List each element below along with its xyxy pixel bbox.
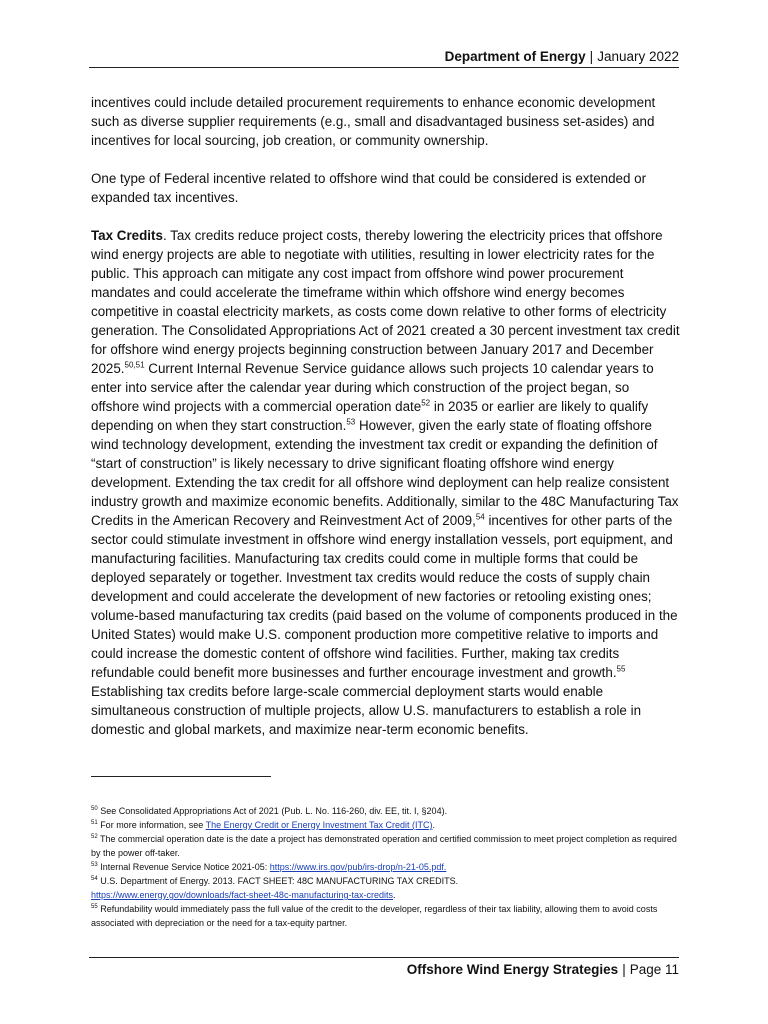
page-number: Page 11 — [629, 962, 679, 977]
footnote-number: 50 — [91, 806, 98, 812]
irs-notice-link[interactable]: https://www.irs.gov/pub/irs-drop/n-21-05.pdf. — [269, 862, 447, 872]
footnote-ref-52[interactable]: 52 — [421, 398, 431, 408]
footnote-51 — [91, 818, 681, 832]
footer-separator: | — [622, 962, 626, 977]
header-org: Department of Energy — [444, 49, 586, 64]
footnote-53 — [91, 860, 681, 874]
footnote-text: Refundability would immediately pass the full value of the credit to the developer, regardless of their tax liability, allowing them to avoid costs associated with depreciation or the need for a tax-equity partner. — [91, 904, 658, 928]
footnote-50 — [91, 804, 681, 818]
tax-credits-text-3: in 2035 or earlier are likely to qualify depending on when they start construction. — [91, 399, 649, 433]
footnote-divider — [91, 776, 271, 777]
tax-credits-text-5: incentives for other parts of the sector could stimulate investment in offshore wind energy installation vessels, port equipment, and manufacturing facilities. Manufacturing tax credits could come in multiple forms that could be deployed separately or together. Investment tax credits would reduce the costs of supply chain development and could accelerate the development of new factories or retooling existing ones; volume-based manufacturing tax credits (paid based on the volume of components produced in the United States) would make U.S. component production more competitive relative to imports and could increase the domestic content of offshore wind facilities. Further, making tax credits refundable could benefit more businesses and further encourage investment and growth. — [91, 513, 678, 680]
footnote-text: The commercial operation date is the date a project has demonstrated operation and certified commission to meet project completion as required by the power off-taker. — [91, 834, 677, 858]
page-footer — [89, 957, 679, 979]
itc-link[interactable]: The Energy Credit or Energy Investment Tax Credit (ITC) — [205, 820, 433, 830]
tax-credits-text-4: However, given the early state of floating offshore wind technology development, extending the investment tax credit or expanding the definition of “start of construction” is likely necessary to drive significant floating offshore wind energy development. Extending the tax credit for all offshore wind deployment can help realize consistent industry growth and maximize economic benefits. Additionally, similar to the 48C Manufacturing Tax Credits in the American Recovery and Reinvestment Act of 2009, — [91, 418, 679, 528]
tax-credits-text-2: Current Internal Revenue Service guidance allows such projects 10 calendar years to enter into service after the calendar year during which construction of the project began, so offshore wind projects with a commercial operation date — [91, 361, 654, 414]
paragraph-1: incentives could include detailed procurement requirements to enhance economic development such as diverse supplier requirements (e.g., small and disadvantaged business set-asides) and incentives for local sourcing, job creation, or community ownership. — [91, 95, 656, 148]
footnote-55 — [91, 902, 681, 930]
footnote-text-end: . — [432, 820, 436, 830]
footnote-number: 55 — [91, 904, 98, 910]
footnote-number: 54 — [91, 876, 98, 882]
paragraph-2: One type of Federal incentive related to offshore wind that could be considered is extended or expanded tax incentives. — [91, 171, 647, 205]
footnote-ref-55[interactable]: 55 — [616, 664, 626, 674]
tax-credits-text-6: Establishing tax credits before large-scale commercial deployment starts would enable simultaneous construction of multiple projects, allow U.S. manufacturers to establish a role in domestic and global markets, and maximize near-term economic benefits. — [91, 684, 642, 737]
doe-fact-sheet-link[interactable]: https://www.energy.gov/downloads/fact-sheet-48c-manufacturing-tax-credits — [91, 890, 393, 900]
footnote-54 — [91, 874, 681, 902]
header-separator: | — [589, 49, 594, 64]
footnote-ref-50-51[interactable]: 50,51 — [124, 360, 145, 370]
footnote-52 — [91, 832, 681, 860]
tax-credits-heading: Tax Credits — [91, 228, 163, 243]
header-date: January 2022 — [597, 49, 679, 64]
footnote-text-end: . — [392, 890, 396, 900]
footnote-number: 51 — [91, 820, 98, 826]
footnote-ref-54[interactable]: 54 — [475, 512, 485, 522]
footnote-text: For more information, see — [97, 820, 206, 830]
footnote-ref-53[interactable]: 53 — [346, 417, 356, 427]
footnote-text: See Consolidated Appropriations Act of 2021 (Pub. L. No. 116-260, div. EE, tit. I, §204). — [97, 806, 448, 816]
footnote-number: 53 — [91, 862, 98, 868]
paragraph-tax-credits — [91, 226, 681, 739]
tax-credits-text-1: . Tax credits reduce project costs, thereby lowering the electricity prices that offshore wind energy projects are able to negotiate with utilities, resulting in lower electricity rates for the public. This approach can mitigate any cost impact from offshore wind power procurement mandates and could accelerate the timeframe within which offshore wind energy becomes competitive in coastal electricity markets, as costs come down relative to other forms of electricity generation. The Consolidated Appropriations Act of 2021 created a 30 percent investment tax credit for offshore wind energy projects beginning construction between January 2017 and December 2025. — [91, 228, 680, 376]
footnote-text: U.S. Department of Energy. 2013. FACT SHEET: 48C MANUFACTURING TAX CREDITS. — [97, 876, 459, 886]
body-text — [91, 93, 681, 758]
footnote-number: 52 — [91, 834, 98, 840]
footnotes — [91, 804, 681, 930]
footer-title: Offshore Wind Energy Strategies — [406, 962, 619, 977]
page-header — [89, 48, 679, 68]
footnote-text: Internal Revenue Service Notice 2021-05: — [97, 862, 270, 872]
